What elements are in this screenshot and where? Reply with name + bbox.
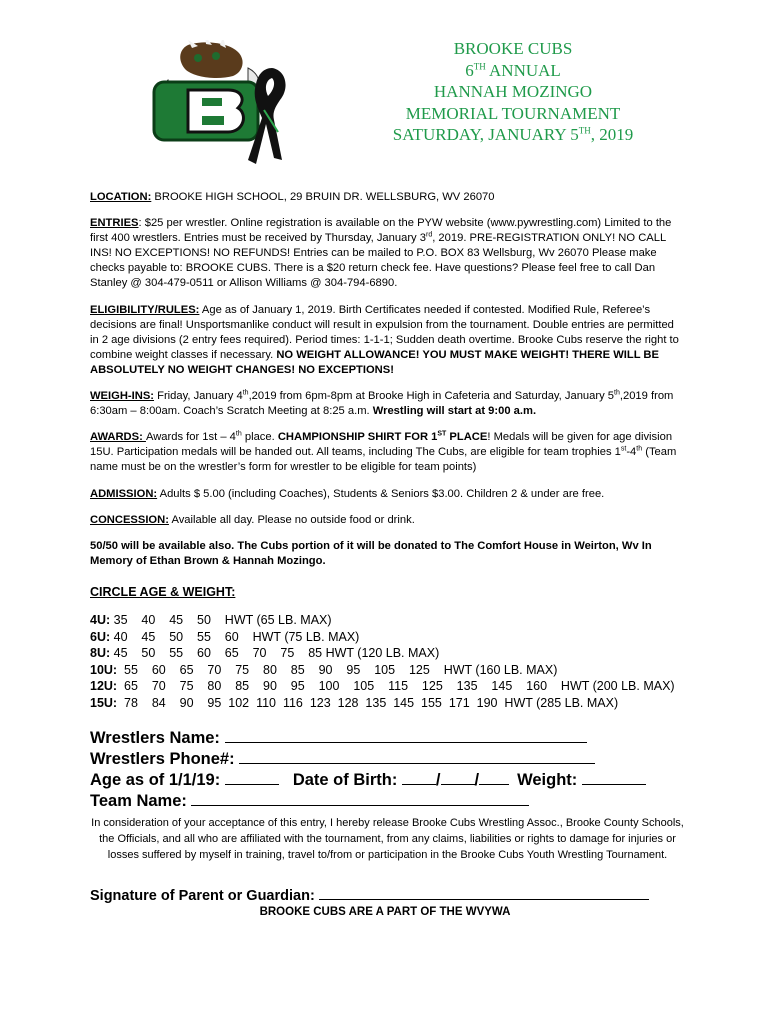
awards-paragraph: AWARDS: Awards for 1st – 4th place. CHAMPIONSHIP SHIRT FOR 1ST PLACE! Medals will be given for age division 15U. Participation medals will be handed out. All teams, including The Cubs, are eligible for team trophies 1st-4th (Team name must be on the wrestler’s form for wrestler to be eligible for team points) [90,430,677,474]
age-row-15u: 15U: 78 84 90 95 102 110 116 123 128 135 145 155 171 190 HWT (285 LB. MAX) [90,695,619,710]
team-name-field[interactable] [191,790,529,806]
title-line-4: MEMORIAL TOURNAMENT [405,103,621,123]
footer-wvywa: BROOKE CUBS ARE A PART OF THE WVYWA [259,906,511,918]
age-row-4u: 4U: 35 40 45 50 HWT (65 LB. MAX) [90,612,332,627]
tournament-title [370,38,656,146]
weighins-paragraph: WEIGH-INS: Friday, January 4th,2019 from 6pm-8pm at Brooke High in Cafeteria and Saturday, January 5th,2019 from 6:30am – 8:00am. Coach’s Scratch Meeting at 8:25 a.m. Wrestling will start at 9:00 a.m. [90,389,674,418]
wrestler-name-row: Wrestlers Name: [90,727,690,748]
signature-field[interactable] [319,886,649,900]
location-paragraph: LOCATION: BROOKE HIGH SCHOOL, 29 BRUIN DR. WELLSBURG, WV 26070 [90,191,495,203]
concession-paragraph: CONCESSION: Available all day. Please no outside food or drink. [90,513,415,526]
circle-age-weight-title: CIRCLE AGE & WEIGHT: [90,584,236,599]
title-line-1: BROOKE CUBS [453,39,573,58]
fifty-fifty-paragraph: 50/50 will be available also. The Cubs portion of it will be donated to The Comfort House in Weirton, Wv In Memory of Ethan Brown & Hannah Mozingo. [90,539,652,567]
eligibility-paragraph: ELIGIBILITY/RULES: Age as of January 1, 2019. Birth Certificates needed if contested. Modified Rule, Referee’s decisions are final! Unsportsmanlike conduct will result in expulsion from the tournament. Double entries are permitted in 2 age divisions (2 entry fees required). Period times: 1-1-1; Sudden death overtime. Brooke Cubs reserve the right to combine weight classes if necessary. NO WEIGHT ALLOWANCE! YOU MUST MAKE WEIGHT! THERE WILL BE ABSOLUTELY NO WEIGHT CHANGES! NO EXCEPTIONS! [90,303,679,376]
title-line-5: SATURDAY, JANUARY 5TH, 2019 [392,125,634,144]
brooke-cubs-logo [148,40,298,170]
signature-row: Signature of Parent or Guardian: [90,886,649,904]
admission-paragraph: ADMISSION: Adults $ 5.00 (including Coaches), Students & Seniors $3.00. Children 2 & under are free. [90,487,605,500]
age-row-10u: 10U: 55 60 65 70 75 80 85 90 95 105 125 HWT (160 LB. MAX) [90,662,558,677]
age-dob-weight-row: Age as of 1/1/19: Date of Birth: / / Weight: [90,769,690,790]
document-body [90,190,685,712]
dob-month-field[interactable] [402,769,436,785]
wrestler-phone-field[interactable] [239,748,595,764]
dob-year-field[interactable] [479,769,509,785]
team-name-row: Team Name: [90,790,690,811]
age-row-12u: 12U: 65 70 75 80 85 90 95 100 105 115 125 135 145 160 HWT (200 LB. MAX) [90,679,675,694]
age-row-8u: 8U: 45 50 55 60 65 70 75 85 HWT (120 LB. MAX) [90,646,440,661]
wrestler-name-field[interactable] [225,727,587,743]
entries-paragraph: ENTRIES: $25 per wrestler. Online registration is available on the PYW website (www.pywrestling.com) Limited to the first 400 wrestlers. Entries must be received by Thursday, January 3rd, 2019. PRE-REGISTRATION ONLY! NO CALL INS! NO EXCEPTIONS! NO REFUNDS! Entries can be mailed to P.O. BOX 83 Wellsburg, Wv 26070 Please make checks payable to: BROOKE CUBS. There is a $20 return check fee. Have questions? Please feel free to call Dan Stanley @ 304-479-0511 or Allison Williams @ 304-794-6890. [90,217,672,290]
wrestler-phone-row: Wrestlers Phone#: [90,748,690,769]
age-row-6u: 6U: 40 45 50 55 60 HWT (75 LB. MAX) [90,629,360,644]
entry-form [90,727,690,811]
dob-day-field[interactable] [441,769,475,785]
title-line-3: HANNAH MOZINGO [433,82,593,101]
release-statement: In consideration of your acceptance of this entry, I hereby release Brooke Cubs Wrestling Assoc., Brooke County Schools, the Officials, and all who are affiliated with the tournament, from any claims, liabilities or rights to damage for injuries or losses suffered by myself in training, travel to/from or participation in the Brooke Cubs Youth Wrestling Tournament. [91,817,684,861]
age-field[interactable] [225,769,279,785]
title-line-2: 6TH ANNUAL [465,60,561,80]
weight-field[interactable] [582,769,646,785]
age-weight-table [90,612,685,712]
